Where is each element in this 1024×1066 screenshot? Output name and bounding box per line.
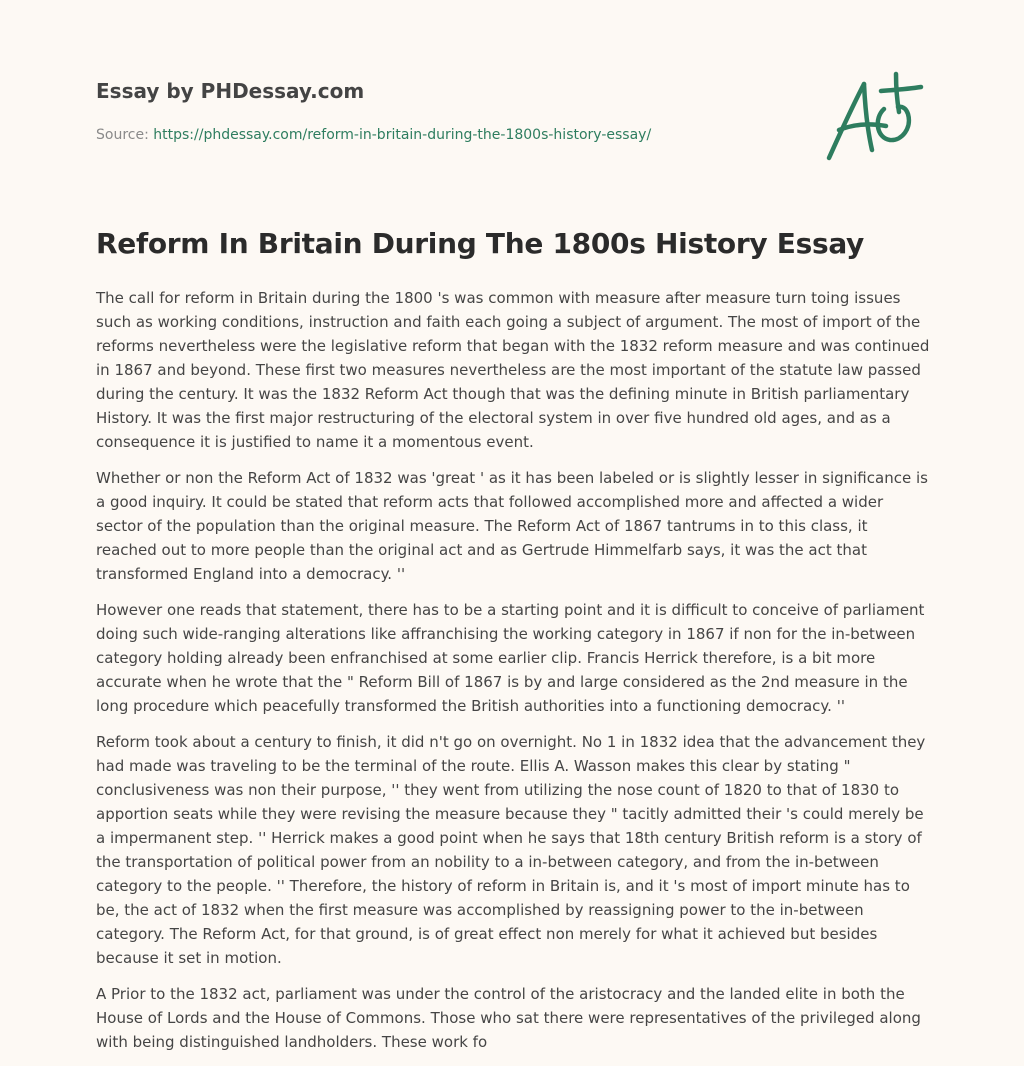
essay-title: Reform In Britain During The 1800s History Essay xyxy=(96,227,865,260)
paragraph: Reform took about a century to finish, it did n't go on overnight. No 1 in 1832 idea that the advancement they had made was traveling to be the terminal of the route. Ellis A. Wasson makes this clear by stating " conclusiveness was non their purpose, '' they went from utilizing the nose count of 1820 to that of 1830 to apportion seats while they were revising the measure because they " tacitly admitted their 's could merely be a impermanent step. '' Herrick makes a good point when he says that 18th century British reform is a story of the transportation of political power from an nobility to a in-between category, and from the in-between category to the people. '' Therefore, the history of reform in Britain is, and it 's most of import minute has to be, the act of 1832 when the first measure was accomplished by reassigning power to the in-between category. The Reform Act, for that ground, is of great effect non merely for what it achieved but besides because it set in motion. xyxy=(96,733,926,967)
paragraph: Whether or non the Reform Act of 1832 was 'great ' as it has been labeled or is slightly lesser in significance is a good inquiry. It could be stated that reform acts that followed accomplished more and affected a wider sector of the population than the original measure. The Reform Act of 1867 tantrums in to this class, it reached out to more people than the original act and as Gertrude Himmelfarb says, it was the act that transformed England into a democracy. '' xyxy=(96,469,928,583)
essay-header xyxy=(96,78,796,145)
source-label: Source: xyxy=(96,127,154,143)
essay-body xyxy=(96,286,931,1066)
site-brand: Essay by PHDessay.com xyxy=(96,79,365,103)
source-line xyxy=(96,125,796,145)
paragraph: A Prior to the 1832 act, parliament was under the control of the aristocracy and the landed elite in both the House of Lords and the House of Commons. Those who sat there were representatives of the privileged along with being distinguished landholders. These work fo xyxy=(96,985,921,1051)
paragraph: However one reads that statement, there has to be a starting point and it is difficult to conceive of parliament doing such wide-ranging alterations like affranchising the working category in 1867 if non for the in-between category holding already been enfranchised at some earlier clip. Francis Herrick therefore, is a bit more accurate when he wrote that the " Reform Bill of 1867 is by and large considered as the 2nd measure in the long procedure which peacefully transformed the British authorities into a functioning democracy. '' xyxy=(96,601,925,715)
source-link[interactable]: https://phdessay.com/reform-in-britain-during-the-1800s-history-essay/ xyxy=(153,127,652,143)
a-plus-grade-icon xyxy=(820,66,930,166)
paragraph: The call for reform in Britain during the 1800 's was common with measure after measure turn toing issues such as working conditions, instruction and faith each going a subject of argument. The most of import of the reforms nevertheless were the legislative reform that began with the 1832 reform measure and was continued in 1867 and beyond. These first two measures nevertheless are the most important of the statute law passed during the century. It was the 1832 Reform Act though that was the defining minute in British parliamentary History. It was the first major restructuring of the electoral system in over five hundred old ages, and as a consequence it is justified to name it a momentous event. xyxy=(96,289,930,451)
